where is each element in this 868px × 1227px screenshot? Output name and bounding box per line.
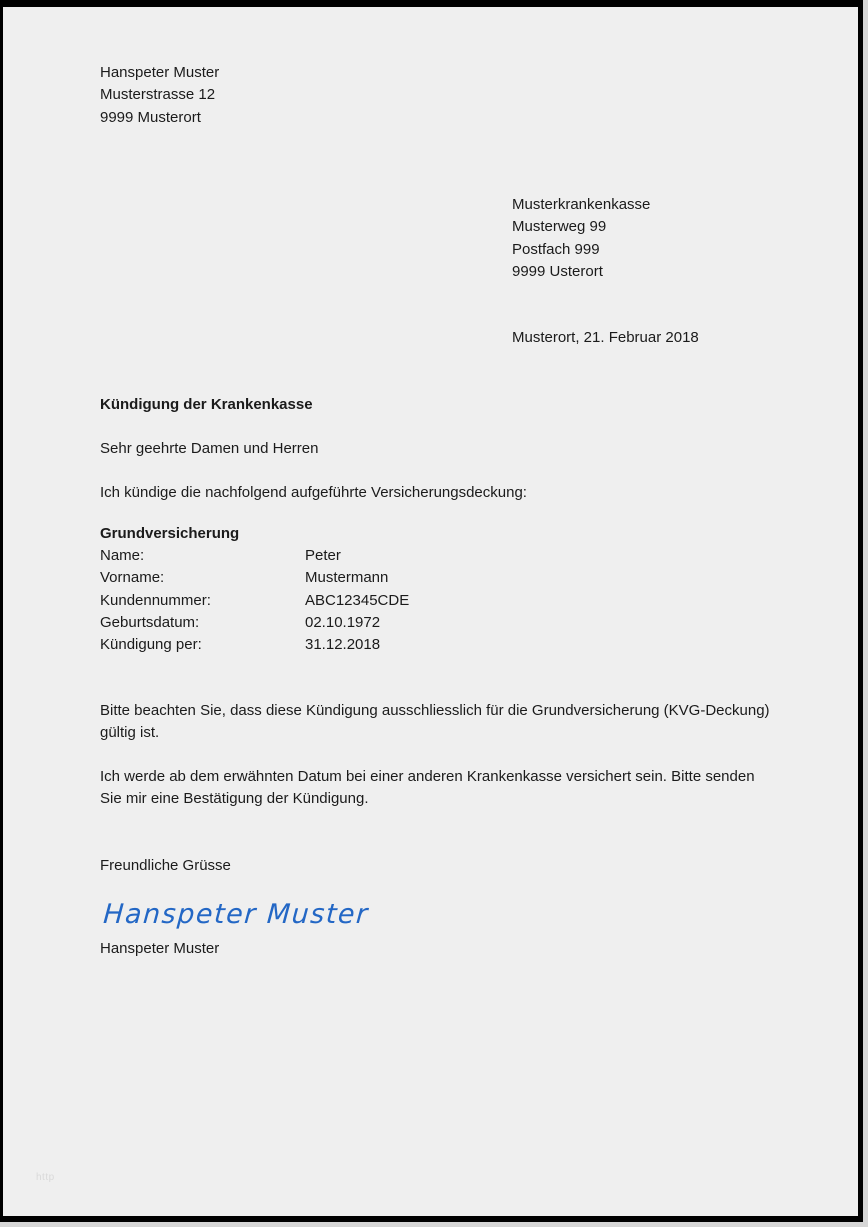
policy-title: Grundversicherung (100, 525, 240, 542)
policy-table (100, 545, 409, 656)
policy-row-label: Geburtsdatum: (100, 613, 200, 631)
policy-row-value: ABC12345CDE (305, 591, 410, 609)
sender-city: 9999 Musterort (100, 108, 201, 126)
policy-row-value: Mustermann (305, 569, 389, 587)
body-paragraph: Ich werde ab dem erwähnten Datum bei einer anderen Krankenkasse versichert sein. Bitte senden Sie mir eine Bestätigung der Kündigung. (100, 768, 755, 808)
policy-row (100, 545, 409, 567)
recipient-name: Musterkrankenkasse (512, 196, 651, 213)
date-line: Musterort, 21. Februar 2018 (512, 329, 699, 346)
subject-line: Kündigung der Krankenkasse (100, 396, 313, 413)
policy-row (100, 634, 409, 656)
intro-paragraph: Ich kündige die nachfolgend aufgeführte Versicherungsdeckung: (100, 484, 527, 501)
policy-row (100, 612, 409, 634)
body-paragraph: Bitte beachten Sie, dass diese Kündigung ausschliesslich für die Grundversicherung (KVG-Deckung) gültig ist. (100, 702, 770, 742)
policy-row-label: Name: (100, 547, 145, 564)
recipient-address-block (512, 194, 650, 283)
policy-row (100, 567, 409, 589)
signature-printed-name: Hanspeter Muster (100, 940, 220, 957)
policy-row-label: Kundennummer: (100, 591, 211, 609)
closing-line: Freundliche Grüsse (100, 857, 231, 874)
policy-row-label: Kündigung per: (100, 636, 202, 654)
recipient-street: Musterweg 99 (512, 218, 607, 236)
policy-row-value: 02.10.1972 (305, 613, 381, 631)
recipient-city: 9999 Usterort (512, 262, 603, 280)
policy-row-value: Peter (305, 547, 341, 564)
sender-address-block (100, 62, 219, 129)
salutation: Sehr geehrte Damen und Herren (100, 440, 319, 457)
sender-name: Hanspeter Muster (100, 64, 220, 81)
handwritten-signature: Hanspeter Muster (102, 899, 370, 930)
recipient-pobox: Postfach 999 (512, 240, 600, 258)
policy-row-label: Vorname: (100, 569, 165, 587)
policy-row-value: 31.12.2018 (305, 636, 381, 654)
sender-street: Musterstrasse 12 (100, 86, 216, 104)
policy-row (100, 590, 409, 612)
watermark-text: http (36, 1172, 55, 1183)
